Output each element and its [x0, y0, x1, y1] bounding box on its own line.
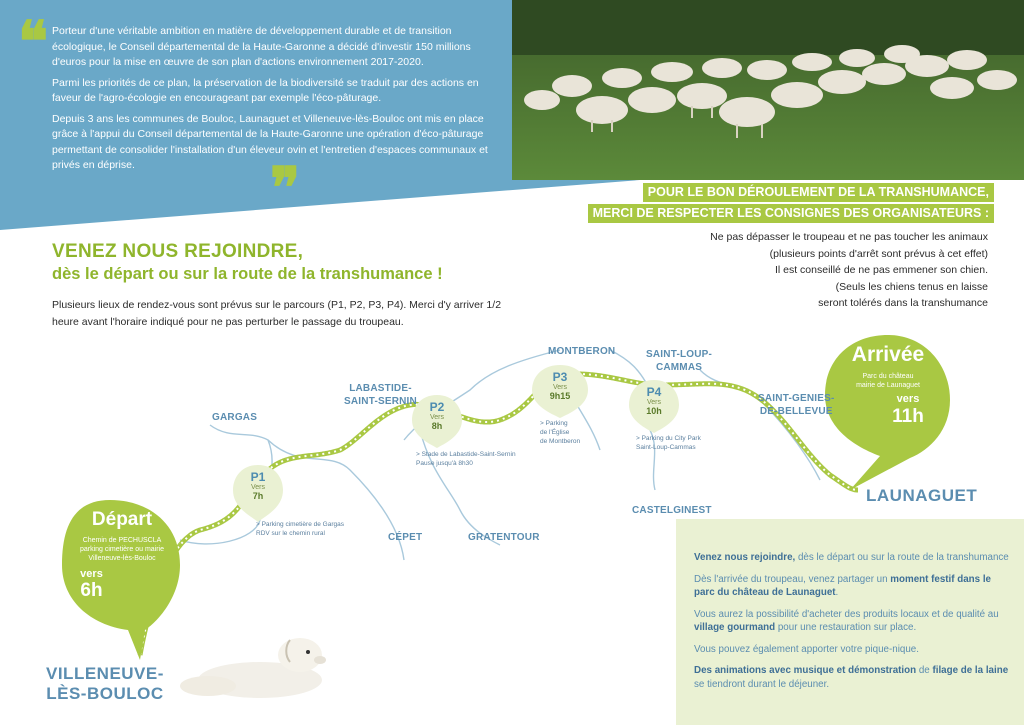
consignes-title — [588, 183, 994, 225]
stop-p2-text — [419, 400, 455, 431]
consigne-line: seront tolérés dans la transhumance — [818, 297, 988, 309]
info-box — [676, 519, 1024, 725]
arrivee-vers: vers — [896, 393, 920, 405]
stop-p3-text — [541, 370, 579, 401]
info-p1-bold: Venez nous rejoindre, — [694, 552, 796, 563]
arrivee-line-1: Parc du château — [862, 373, 914, 380]
open-quote-icon: ❝ — [18, 9, 49, 75]
rejoindre-paragraph: Plusieurs lieux de rendez-vous sont prévus sur le parcours (P1, P2, P3, P4). Merci d'y arriver 1/2 heure avant l'horaire indiqué pour ne pas perturber le passage du troupeau. — [52, 299, 502, 328]
sheep-photo — [512, 0, 1024, 180]
info-p5-end: se tiendront durant le déjeuner. — [694, 678, 830, 690]
town-saint-genies-line-2: DE-BELLEVUE — [759, 406, 833, 417]
town-villeneuve-line-1: VILLENEUVE- — [46, 664, 164, 683]
town-labastide-line-2: SAINT-SERNIN — [344, 396, 417, 407]
depart-line-2: parking cimetière ou mairie — [79, 546, 165, 553]
intro-paragraph-3: Depuis 3 ans les communes de Bouloc, Launaguet et Villeneuve-lès-Bouloc ont mis en place grâce à l'appui du Conseil départemental de la Haute-Garonne une opération d'éco-pâturage permettant de consolider l'installation d'un éleveur ovin et l'entretien d'espaces communaux et privés en déprise. — [52, 112, 488, 171]
info-paragraph-3 — [694, 608, 1014, 635]
stop-p4-text — [636, 385, 672, 416]
consignes-title-line-2: MERCI DE RESPECTER LES CONSIGNES DES ORGANISATEURS : — [588, 204, 994, 223]
intro-paragraph-2: Parmi les priorités de ce plan, la préservation de la biodiversité se traduit par des actions en faveur de l'agro-écologie en encourageant par exemple l'éco-pâturage. — [52, 76, 479, 104]
info-p2-text: Dès l'arrivée du troupeau, venez partager un — [694, 573, 891, 585]
town-gargas: GARGAS — [212, 412, 258, 423]
info-p2-bold: moment festif dans le parc du château de Launaguet — [694, 573, 992, 598]
info-p3-bold: village gourmand — [694, 622, 776, 633]
arrivee-title: Arrivée — [851, 343, 925, 366]
stop-p2-vers: Vers — [429, 414, 444, 421]
depart-vers: vers — [80, 568, 103, 580]
town-gratentour: GRATENTOUR — [468, 532, 540, 543]
consigne-line: (Seuls les chiens tenus en laisse — [835, 280, 988, 293]
rejoindre-subheading: dès le départ ou sur la route de la transhumance ! — [52, 265, 443, 283]
depart-line-3: Villeneuve-lès-Bouloc — [88, 555, 156, 562]
arrivee-time: 11h — [892, 406, 924, 427]
stop-p1-label-line-2: RDV sur le chemin rural — [256, 530, 325, 537]
stop-p3-label-line-1: > Parking — [540, 420, 568, 427]
dog-illustration — [180, 638, 326, 698]
info-p5-text: de — [916, 665, 933, 676]
stop-p3-id: P3 — [552, 370, 568, 384]
depart-title: Départ — [91, 509, 153, 530]
town-launaguet: LAUNAGUET — [866, 486, 978, 505]
town-labastide-line-1: LABASTIDE- — [349, 383, 412, 394]
depart-time: 6h — [80, 580, 103, 601]
town-saint-genies — [758, 392, 835, 418]
stop-p4-label — [636, 434, 701, 452]
info-text — [694, 551, 1014, 699]
town-montberon: MONTBERON — [548, 346, 616, 357]
info-p3-text: Vous aurez la possibilité d'acheter des produits locaux et de qualité au — [694, 608, 999, 620]
info-p5-bold-2: filage de la laine — [932, 665, 1009, 676]
stop-p2-label-line-1: > Stade de Labastide-Saint-Sernin — [416, 451, 516, 458]
stop-p3-label-line-3: de Montberon — [540, 438, 581, 445]
stop-p4-label-line-1: > Parking du City Park — [636, 435, 701, 442]
info-p1-text: dès le départ ou sur la route de la transhumance — [795, 552, 1009, 563]
info-p3-end: pour une restauration sur place. — [775, 622, 917, 633]
town-saint-genies-line-1: SAINT-GENIES- — [758, 393, 835, 404]
stop-p4-label-line-2: Saint-Loup-Cammas — [636, 444, 696, 451]
info-paragraph-5 — [694, 664, 1014, 691]
town-saint-loup-cammas — [646, 348, 712, 374]
town-saint-loup-line-2: CAMMAS — [655, 362, 703, 373]
consigne-line: (plusieurs points d'arrêt sont prévus à cet effet) — [769, 247, 988, 260]
stop-p1-id: P1 — [250, 470, 266, 484]
stop-p3-time: 9h15 — [549, 391, 571, 401]
arrivee-line-2: mairie de Launaguet — [856, 382, 920, 389]
info-p5-bold: Des animations avec musique et démonstration — [694, 665, 917, 676]
town-labastide — [344, 382, 417, 408]
stop-p2-label — [416, 450, 516, 468]
info-paragraph-4: Vous pouvez également apporter votre pique-nique. — [694, 643, 919, 655]
stop-p3-vers: Vers — [552, 384, 567, 391]
stop-p4-time: 10h — [646, 406, 662, 416]
close-quote-icon: ❞ — [270, 155, 301, 221]
stop-p2-id: P2 — [429, 400, 445, 414]
stop-p1-text — [240, 470, 276, 501]
stop-p4-vers: Vers — [646, 399, 661, 406]
consignes-title-line-1: POUR LE BON DÉROULEMENT DE LA TRANSHUMANCE, — [643, 183, 994, 202]
stop-p1-label — [256, 520, 344, 538]
stop-p2-time: 8h — [431, 421, 443, 431]
stop-p1-label-line-1: > Parking cimetière de Gargas — [256, 521, 344, 528]
stop-p3-label — [540, 419, 580, 446]
town-cepet: CÉPET — [388, 532, 423, 543]
intro-paragraph-1: Porteur d'une véritable ambition en matière de développement durable et de transition écologique, le Conseil départemental de la Haute-Garonne a décidé d'investir 150 millions d'euros pour la mise en œuvre de son plan d'actions environnement 2017-2020. — [52, 25, 471, 68]
info-paragraph-1 — [694, 551, 1014, 565]
arrivee-details — [834, 372, 942, 390]
depart-details — [64, 536, 180, 563]
stop-p3-label-line-2: de l'Église — [540, 429, 570, 436]
town-villeneuve-line-2: LÈS-BOULOC — [46, 684, 164, 703]
consigne-line: Il est conseillé de ne pas emmener son chien. — [774, 264, 988, 276]
stop-p1-time: 7h — [252, 491, 264, 501]
stop-p1-vers: Vers — [250, 484, 265, 491]
town-castelginest: CASTELGINEST — [632, 505, 712, 516]
depart-line-1: Chemin de PECHUSCLA — [82, 537, 162, 544]
stop-p4-id: P4 — [646, 385, 662, 399]
town-villeneuve — [46, 664, 164, 704]
town-saint-loup-line-1: SAINT-LOUP- — [646, 349, 713, 360]
rejoindre-heading: VENEZ NOUS REJOINDRE, — [52, 241, 304, 262]
info-paragraph-2: Dès l'arrivée du troupeau, venez partager un moment festif dans le parc du château de Launaguet. — [694, 573, 992, 598]
stop-p2-label-line-2: Pause jusqu'à 8h30 — [416, 460, 473, 467]
consignes-list — [628, 229, 988, 312]
consigne-line: Ne pas dépasser le troupeau et ne pas toucher les animaux — [710, 231, 988, 243]
